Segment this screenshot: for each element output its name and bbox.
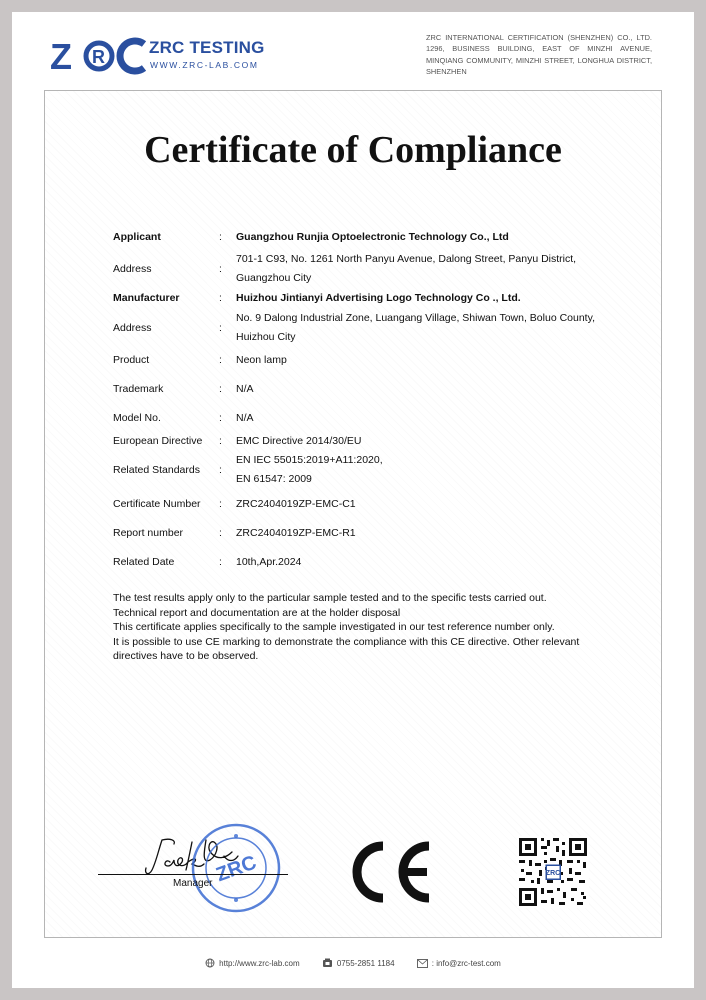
svg-text:Z: Z (50, 36, 72, 76)
address-label: Address (113, 263, 152, 275)
seal-text: ZRC (213, 851, 260, 887)
colon: : (219, 231, 222, 243)
email-prefix: : (431, 959, 435, 968)
standards-value-2: EN 61547: 2009 (236, 473, 312, 485)
standards-label: Related Standards (113, 464, 200, 476)
product-label: Product (113, 354, 150, 366)
note-line: Technical report and documentation are at the holder disposal (113, 606, 401, 619)
phone-text: 0755-2851 1184 (336, 959, 395, 968)
note-line: It is possible to use CE marking to demonstrate the compliance with this CE directive. Other relevant directives have to be observed. (113, 635, 580, 662)
colon: : (219, 498, 222, 510)
address-label: Address (113, 322, 152, 334)
zrc-logo-mark (50, 36, 146, 76)
company-address: ZRC INTERNATIONAL CERTIFICATION (SHENZHEN) CO., LTD. 1296, BUSINESS BUILDING, EAST OF MINZHI AVENUE, MINQIANG COMMUNITY, MINZHI STREET, LONGHUA DISTRICT, SHENZHEN (426, 33, 652, 76)
standards-value-1: EN IEC 55015:2019+A11:2020, (236, 454, 383, 466)
brand-url: WWW.ZRC-LAB.COM (150, 60, 259, 70)
applicant-label: Applicant (113, 231, 161, 243)
related-date-value: 10th,Apr.2024 (236, 556, 302, 568)
product-value: Neon lamp (236, 354, 287, 366)
address-value: 701-1 C93, No. 1261 North Panyu Avenue, Dalong Street, Panyu District, Guangzhou City (236, 253, 577, 284)
certificate-frame (44, 90, 662, 938)
certificate-number-value: ZRC2404019ZP-EMC-C1 (236, 498, 356, 510)
certificate-title: Certificate of Compliance (144, 129, 562, 171)
footer-website[interactable] (205, 959, 302, 968)
colon: : (219, 527, 222, 539)
colon: : (219, 556, 222, 568)
manager-label: Manager (173, 878, 213, 889)
manufacturer-label: Manufacturer (113, 292, 180, 304)
email-text: info@zrc-test.com (436, 959, 501, 968)
note-line: The test results apply only to the particular sample tested and to the specific tests carried out. (113, 592, 547, 604)
directive-value: EMC Directive 2014/30/EU (236, 435, 362, 447)
zrc-logo (50, 36, 280, 76)
brand-name: ZRC TESTING (149, 38, 265, 57)
qr-code (517, 836, 589, 908)
website-text: http://www.zrc-lab.com (219, 959, 300, 968)
manufacturer-value: Huizhou Jintianyi Advertising Logo Technology Co ., Ltd. (236, 292, 521, 304)
certificate-number-label: Certificate Number (113, 498, 201, 510)
ce-mark (345, 840, 435, 904)
address-value: No. 9 Dalong Industrial Zone, Luangang Village, Shiwan Town, Boluo County, Huizhou City (236, 312, 595, 343)
phone-icon (322, 958, 333, 968)
footer-phone[interactable] (322, 959, 397, 968)
footer-email[interactable] (417, 959, 501, 968)
model-value: N/A (236, 412, 254, 424)
signature-line (98, 874, 288, 875)
applicant-value: Guangzhou Runjia Optoelectronic Technology Co., Ltd (236, 231, 509, 243)
svg-text:R: R (92, 47, 105, 67)
report-number-value: ZRC2404019ZP-EMC-R1 (236, 527, 356, 539)
directive-label: European Directive (113, 435, 203, 447)
globe-icon (205, 958, 215, 968)
colon: : (219, 322, 222, 334)
company-seal (190, 822, 282, 914)
related-date-label: Related Date (113, 556, 175, 568)
colon: : (219, 354, 222, 366)
email-icon (417, 959, 428, 968)
footer (0, 958, 706, 968)
colon: : (219, 263, 222, 275)
model-label: Model No. (113, 412, 161, 424)
colon: : (219, 435, 222, 447)
colon: : (219, 383, 222, 395)
compliance-notes (113, 591, 583, 664)
colon: : (219, 412, 222, 424)
colon: : (219, 464, 222, 476)
colon: : (219, 292, 222, 304)
trademark-value: N/A (236, 383, 254, 395)
note-line: This certificate applies specifically to the sample investigated in our test reference number only. (113, 621, 555, 633)
trademark-label: Trademark (113, 383, 164, 395)
report-number-label: Report number (113, 527, 184, 539)
svg-text:ZRC: ZRC (545, 870, 561, 877)
